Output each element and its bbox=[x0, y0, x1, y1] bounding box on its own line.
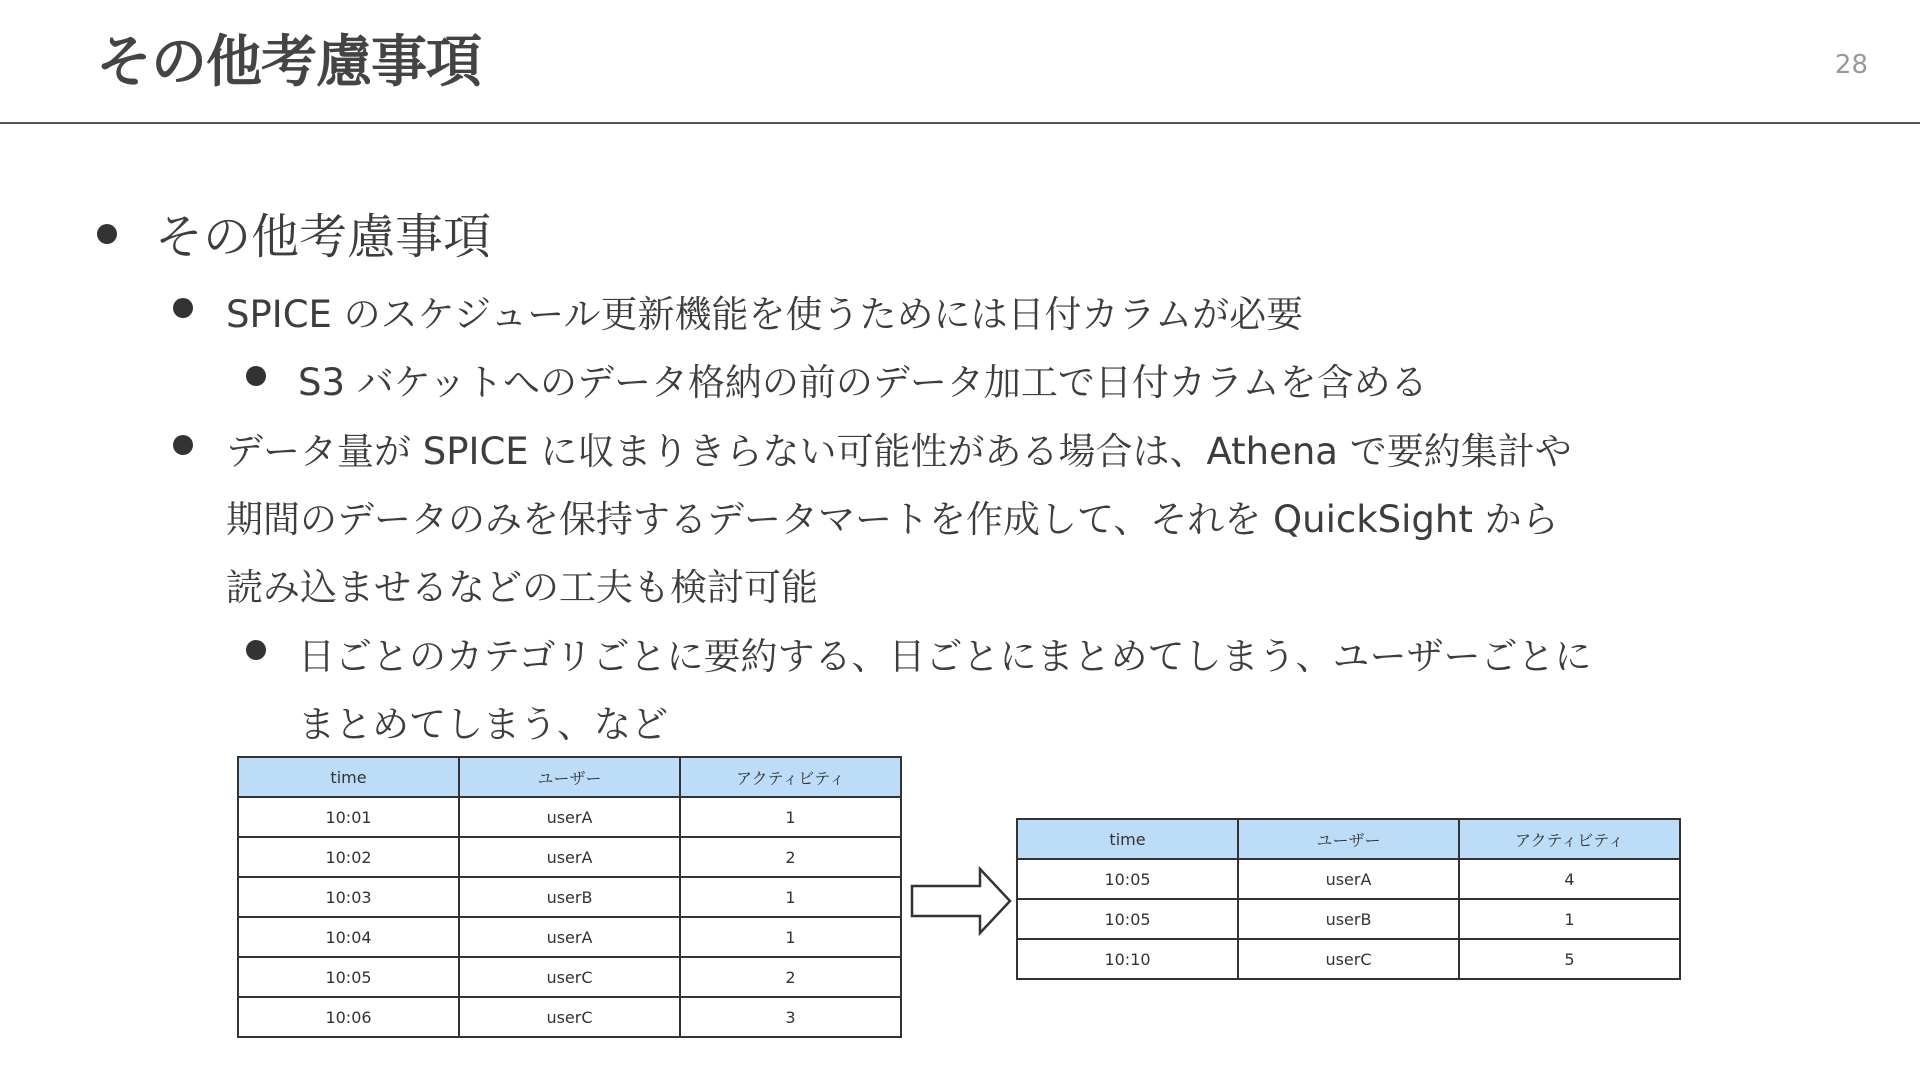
table-row bbox=[238, 837, 901, 877]
cell-user: userB bbox=[1238, 899, 1459, 939]
cell-user: userA bbox=[459, 917, 680, 957]
cell-activity: 2 bbox=[680, 957, 901, 997]
cell-user: userA bbox=[459, 797, 680, 837]
column-header-time: time bbox=[1017, 819, 1238, 859]
bullet-spice-schedule: SPICE のスケジュール更新機能を使うためには日付カラムが必要 bbox=[226, 293, 1304, 336]
table-row bbox=[238, 797, 901, 837]
cell-user: userA bbox=[1238, 859, 1459, 899]
table-header-row bbox=[238, 757, 901, 797]
cell-user: userA bbox=[459, 837, 680, 877]
bullet-dot bbox=[97, 224, 117, 244]
right-arrow-icon bbox=[910, 866, 1014, 936]
slide-title: その他考慮事項 bbox=[96, 30, 481, 95]
column-header-time: time bbox=[238, 757, 459, 797]
cell-activity: 1 bbox=[680, 877, 901, 917]
bullet-dot bbox=[173, 298, 193, 318]
cell-time: 10:10 bbox=[1017, 939, 1238, 979]
table-row bbox=[1017, 859, 1680, 899]
cell-activity: 5 bbox=[1459, 939, 1680, 979]
cell-activity: 4 bbox=[1459, 859, 1680, 899]
cell-activity: 1 bbox=[1459, 899, 1680, 939]
summary-activity-table bbox=[1016, 818, 1681, 980]
cell-time: 10:03 bbox=[238, 877, 459, 917]
table-row bbox=[238, 957, 901, 997]
bullet-athena-summary-line3: 読み込ませるなどの工夫も検討可能 bbox=[226, 566, 818, 609]
cell-activity: 1 bbox=[680, 797, 901, 837]
source-activity-table bbox=[237, 756, 902, 1038]
cell-activity: 3 bbox=[680, 997, 901, 1037]
table-row bbox=[238, 877, 901, 917]
cell-time: 10:04 bbox=[238, 917, 459, 957]
bullet-s3-date-column: S3 バケットへのデータ格納の前のデータ加工で日付カラムを含める bbox=[298, 361, 1428, 404]
cell-time: 10:01 bbox=[238, 797, 459, 837]
column-header-activity: アクティビティ bbox=[680, 757, 901, 797]
cell-time: 10:05 bbox=[1017, 859, 1238, 899]
bullet-dot bbox=[246, 640, 266, 660]
bullet-athena-summary-line1: データ量が SPICE に収まりきらない可能性がある場合は、Athena で要約集計や bbox=[226, 430, 1572, 473]
cell-user: userC bbox=[459, 997, 680, 1037]
table-row bbox=[238, 917, 901, 957]
table-row bbox=[1017, 939, 1680, 979]
cell-time: 10:06 bbox=[238, 997, 459, 1037]
table-row bbox=[238, 997, 901, 1037]
cell-activity: 2 bbox=[680, 837, 901, 877]
page-number: 28 bbox=[1834, 50, 1868, 80]
cell-time: 10:05 bbox=[1017, 899, 1238, 939]
bullet-dot bbox=[173, 435, 193, 455]
bullet-l1-heading: その他考慮事項 bbox=[155, 209, 492, 265]
table-header-row bbox=[1017, 819, 1680, 859]
column-header-user: ユーザー bbox=[459, 757, 680, 797]
cell-user: userB bbox=[459, 877, 680, 917]
column-header-activity: アクティビティ bbox=[1459, 819, 1680, 859]
bullet-summary-examples-line1: 日ごとのカテゴリごとに要約する、日ごとにまとめてしまう、ユーザーごとに bbox=[298, 635, 1592, 678]
table-row bbox=[1017, 899, 1680, 939]
bullet-dot bbox=[246, 366, 266, 386]
cell-activity: 1 bbox=[680, 917, 901, 957]
column-header-user: ユーザー bbox=[1238, 819, 1459, 859]
bullet-summary-examples-line2: まとめてしまう、など bbox=[298, 703, 668, 746]
bullet-athena-summary-line2: 期間のデータのみを保持するデータマートを作成して、それを QuickSight から bbox=[226, 498, 1559, 541]
cell-time: 10:05 bbox=[238, 957, 459, 997]
cell-user: userC bbox=[1238, 939, 1459, 979]
cell-user: userC bbox=[459, 957, 680, 997]
cell-time: 10:02 bbox=[238, 837, 459, 877]
title-divider bbox=[0, 122, 1920, 124]
